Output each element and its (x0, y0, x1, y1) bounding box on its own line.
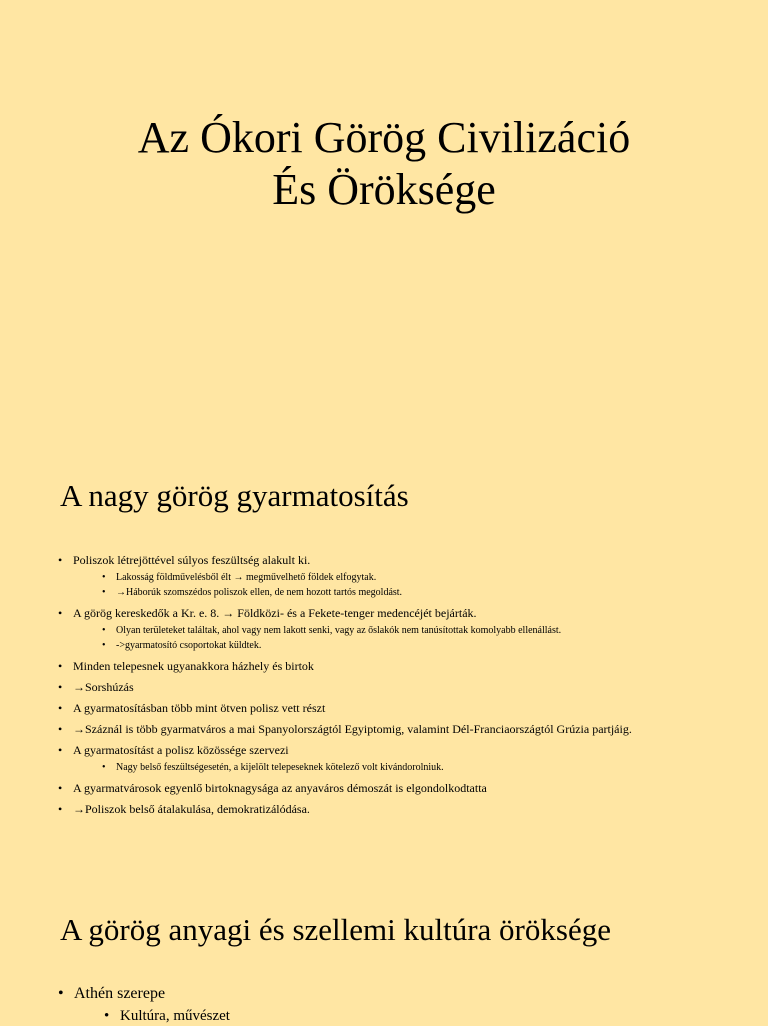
sub-bullet-list (73, 623, 748, 653)
bullet-item: • →Sorshúzás (58, 680, 748, 695)
bullet-text: Poliszok létrejöttével súlyos feszültség alakult ki. (73, 553, 311, 567)
bullet-item: • A gyarmatosításban több mint ötven polisz vett részt (58, 701, 748, 716)
sub-bullet-list (73, 760, 748, 775)
sub-bullet-list (74, 1006, 748, 1026)
sub-bullet-item: • Nagy belső feszültségesetén, a kijelölt telepeseknek kötelező volt kivándorolniuk. (102, 760, 748, 775)
bullet-item (58, 984, 748, 1026)
sub-bullet-item: • Kultúra, művészet (104, 1006, 748, 1026)
title-slide (0, 0, 768, 440)
bullet-text: A gyarmatosítást a polisz közössége szervezi (73, 743, 289, 757)
bullet-item (58, 743, 748, 775)
sub-bullet-list (73, 570, 748, 600)
sub-bullet-item: • →Háborúk szomszédos poliszok ellen, de nem hozott tartós megoldást. (102, 585, 748, 600)
sub-bullet-item: • Lakosság földművelésből élt → megművelhető földek elfogytak. (102, 570, 748, 585)
bullet-item: • A gyarmatvárosok egyenlő birtoknagysága az anyaváros démoszát is elgondolkodtatta (58, 781, 748, 796)
heritage-bullet-list (58, 984, 748, 1026)
bullet-text: A görög kereskedők a Kr. e. 8. → Földközi- és a Fekete-tenger medencéjét bejárták. (73, 606, 477, 620)
bullet-text: Athén szerepe (74, 985, 166, 1002)
colonization-bullet-list (58, 549, 748, 817)
sub-bullet-item: • ->gyarmatosító csoportokat küldtek. (102, 638, 748, 653)
bullet-item (58, 553, 748, 600)
bullet-item: • Minden telepesnek ugyanakkora házhely és birtok (58, 659, 748, 674)
bullet-item: • →Poliszok belső átalakulása, demokratizálódása. (58, 802, 748, 817)
bullet-item (58, 606, 748, 653)
bullet-item: • →Száznál is több gyarmatváros a mai Spanyolországtól Egyiptomig, valamint Dél-Franciaországtól Grúzia partjáig. (58, 722, 748, 737)
section-title-heritage: A görög anyagi és szellemi kultúra öröksége (60, 912, 611, 947)
main-title-line-1: Az Ókori Görög Civilizáció (137, 113, 631, 162)
main-title-line-2: És Öröksége (272, 165, 496, 214)
sub-bullet-item: • Olyan területeket találtak, ahol vagy nem lakott senki, vagy az őslakók nem tanúsítottak komolyabb ellenállást. (102, 623, 748, 638)
main-title (0, 112, 768, 216)
section-title-colonization: A nagy görög gyarmatosítás (60, 478, 409, 513)
